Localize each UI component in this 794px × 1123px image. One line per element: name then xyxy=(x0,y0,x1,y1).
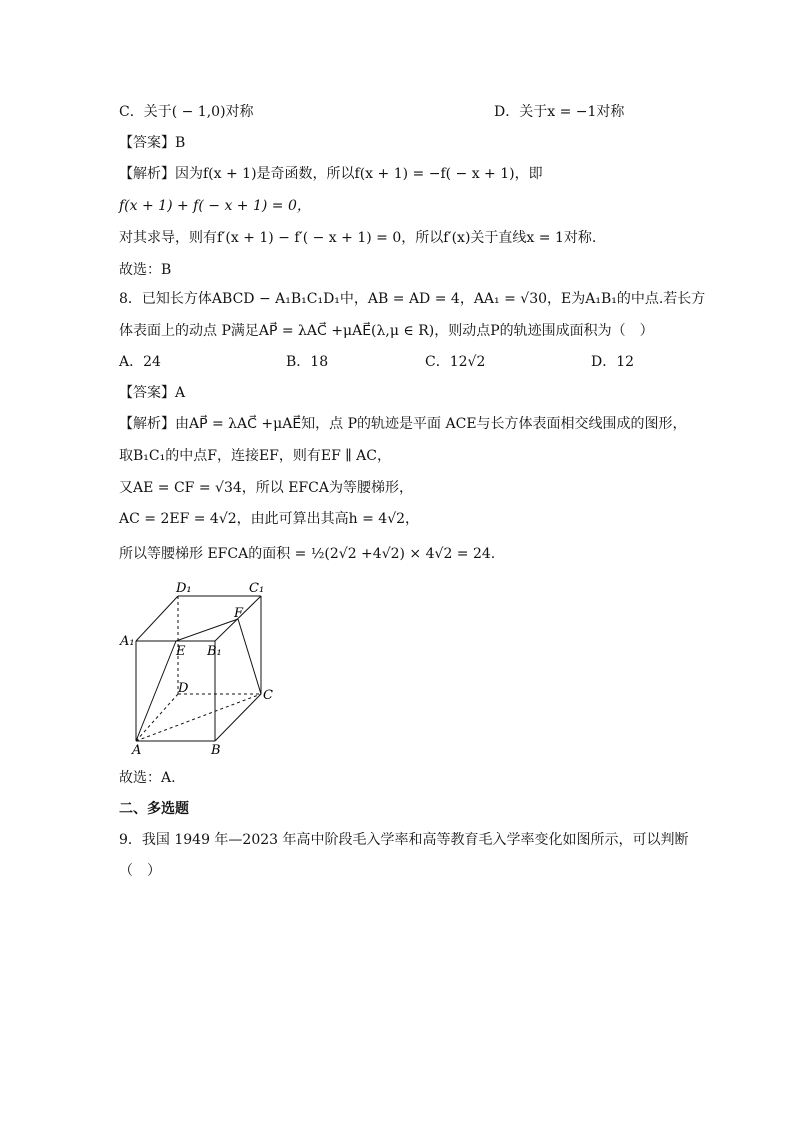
q7-conclusion: 故选：B xyxy=(119,262,172,278)
q7-option-c: C．关于( − 1,0)对称 xyxy=(119,104,254,120)
q8-option-d: D．12 xyxy=(591,354,635,370)
label-a1: A₁ xyxy=(120,634,135,649)
label-b: B xyxy=(211,743,221,758)
q9-stem-line2: （ ） xyxy=(119,863,161,879)
q8-answer: 【答案】A xyxy=(119,385,186,401)
label-d1: D₁ xyxy=(176,581,192,596)
q7-option-d: D．关于x = −1对称 xyxy=(494,104,625,120)
q8-analysis-line5: 所以等腰梯形 EFCA的面积 = ½(2√2 +4√2) × 4√2 = 24. xyxy=(119,546,496,562)
q9-stem-line1: 9．我国 1949 年—2023 年高中阶段毛入学率和高等教育毛入学率变化如图所示，可以判断 xyxy=(119,832,689,848)
label-f: F xyxy=(234,606,244,621)
label-a: A xyxy=(132,743,142,758)
q7-analysis-line1: 【解析】因为f(x + 1)是奇函数，所以f(x + 1) = −f( − x + 1)，即 xyxy=(119,166,543,182)
cuboid-figure xyxy=(110,575,290,760)
q8-analysis-line3: 又AE = CF = √34，所以 EFCA为等腰梯形， xyxy=(119,480,413,496)
section-heading: 二、多选题 xyxy=(119,801,189,817)
label-c: C xyxy=(263,688,273,703)
q8-stem-line1: 8．已知长方体ABCD − A₁B₁C₁D₁中，AB = AD = 4，AA₁ = √30，E为A₁B₁的中点.若长方 xyxy=(119,291,706,307)
q8-conclusion: 故选：A. xyxy=(119,770,176,786)
q8-analysis-line4: AC = 2EF = 4√2，由此可算出其高h = 4√2， xyxy=(119,511,420,527)
q8-option-a: A．24 xyxy=(119,354,161,370)
label-c1: C₁ xyxy=(249,581,265,596)
label-e: E xyxy=(176,644,186,659)
q8-stem-line2: 体表面上的动点 P满足AP⃗ = λAC⃗ +μAE⃗(λ,μ ∈ R)，则动点P的轨迹围成面积为（ ） xyxy=(119,323,654,339)
q7-answer: 【答案】B xyxy=(119,135,186,151)
q7-analysis-line3: 对其求导，则有f′(x + 1) − f′( − x + 1) = 0，所以f′(x)关于直线x = 1对称. xyxy=(119,230,597,246)
q8-analysis-line2: 取B₁C₁的中点F，连接EF，则有EF ∥ AC， xyxy=(119,448,391,464)
label-b1: B₁ xyxy=(207,644,222,659)
label-d: D xyxy=(178,681,189,696)
q8-option-b: B．18 xyxy=(286,354,329,370)
q7-analysis-line2: f(x + 1) + f( − x + 1) = 0， xyxy=(119,198,311,214)
q8-option-c: C．12√2 xyxy=(425,354,486,370)
q8-analysis-line1: 【解析】由AP⃗ = λAC⃗ +μAE⃗知，点 P的轨迹是平面 ACE与长方体表面相交线围成的图形， xyxy=(119,416,687,432)
